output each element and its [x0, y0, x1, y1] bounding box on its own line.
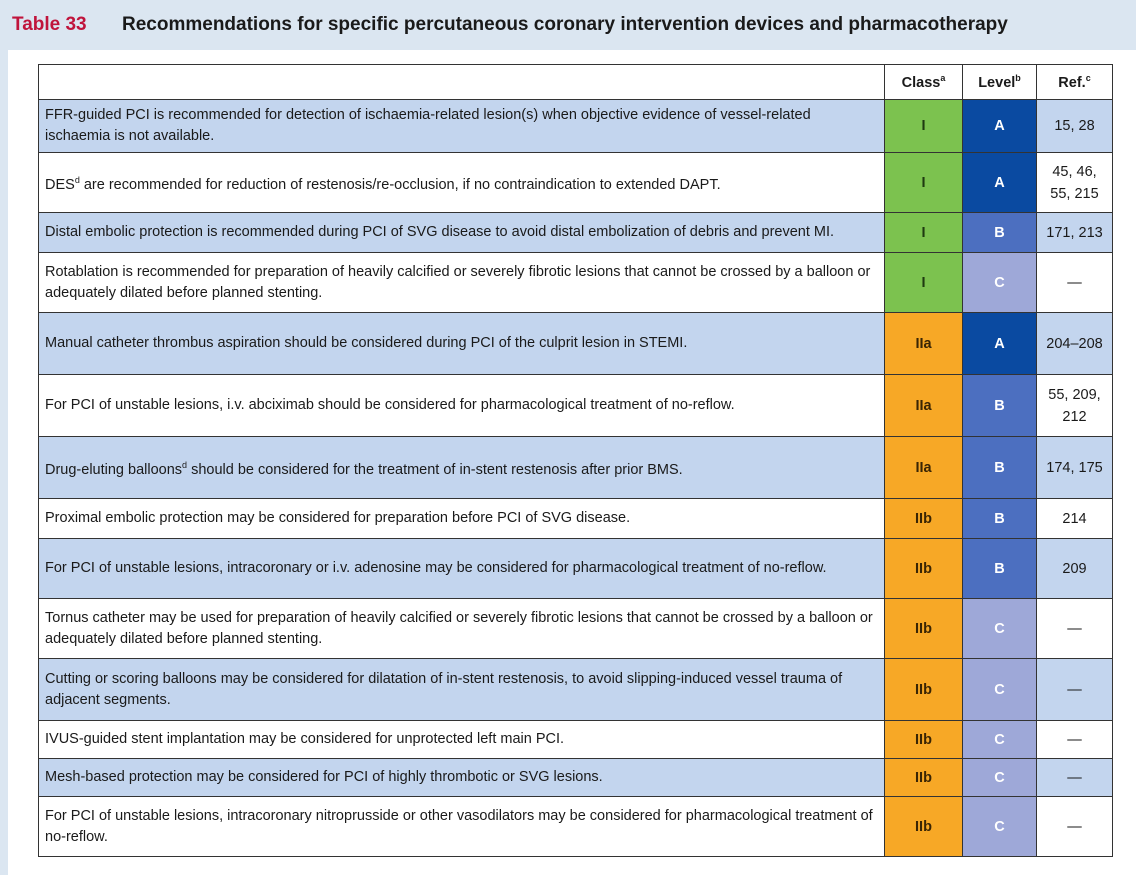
- table-header-row: [39, 65, 1113, 100]
- level-cell: C: [963, 759, 1037, 797]
- ref-cell: —: [1037, 797, 1113, 857]
- ref-cell: 15, 28: [1037, 100, 1113, 153]
- class-cell: I: [885, 253, 963, 313]
- ref-cell: —: [1037, 721, 1113, 759]
- class-cell: IIb: [885, 499, 963, 539]
- level-cell: C: [963, 659, 1037, 721]
- level-cell: B: [963, 375, 1037, 437]
- table-row: [39, 100, 1113, 153]
- ref-cell: —: [1037, 599, 1113, 659]
- recommendation-text: IVUS-guided stent implantation may be considered for unprotected left main PCI.: [39, 721, 885, 759]
- table-number: Table 33: [12, 14, 87, 35]
- header-level: Level$^b$: [963, 65, 1037, 100]
- recommendation-text: DES$^d$ are recommended for reduction of restenosis/re-occlusion, if no contraindication to extended DAPT.: [39, 153, 885, 213]
- ref-cell: 214: [1037, 499, 1113, 539]
- table-row: [39, 659, 1113, 721]
- table-row: [39, 499, 1113, 539]
- recommendation-text: Mesh-based protection may be considered for PCI of highly thrombotic or SVG lesions.: [39, 759, 885, 797]
- recommendation-text: Manual catheter thrombus aspiration should be considered during PCI of the culprit lesion in STEMI.: [39, 313, 885, 375]
- ref-cell: —: [1037, 759, 1113, 797]
- level-cell: A: [963, 100, 1037, 153]
- ref-cell: 204–208: [1037, 313, 1113, 375]
- ref-cell: 171, 213: [1037, 213, 1113, 253]
- class-cell: IIb: [885, 539, 963, 599]
- level-cell: C: [963, 721, 1037, 759]
- level-cell: A: [963, 313, 1037, 375]
- level-cell: C: [963, 599, 1037, 659]
- level-cell: B: [963, 499, 1037, 539]
- class-cell: IIb: [885, 721, 963, 759]
- ref-cell: —: [1037, 253, 1113, 313]
- table-body: [39, 100, 1113, 857]
- table-row: [39, 437, 1113, 499]
- ref-cell: 45, 46, 55, 215: [1037, 153, 1113, 213]
- recommendation-text: Proximal embolic protection may be considered for preparation before PCI of SVG disease.: [39, 499, 885, 539]
- header-recommendation: [39, 65, 885, 100]
- class-cell: IIb: [885, 659, 963, 721]
- class-cell: I: [885, 213, 963, 253]
- level-cell: C: [963, 797, 1037, 857]
- table-row: [39, 599, 1113, 659]
- ref-cell: 55, 209, 212: [1037, 375, 1113, 437]
- table-row: [39, 721, 1113, 759]
- table-row: [39, 539, 1113, 599]
- recommendation-text: Cutting or scoring balloons may be considered for dilatation of in-stent restenosis, to avoid slipping-induced vessel trauma of adjacent segments.: [39, 659, 885, 721]
- recommendation-text: For PCI of unstable lesions, intracoronary or i.v. adenosine may be considered for pharmacological treatment of no-reflow.: [39, 539, 885, 599]
- table-row: [39, 375, 1113, 437]
- class-cell: IIa: [885, 313, 963, 375]
- level-cell: B: [963, 539, 1037, 599]
- level-cell: A: [963, 153, 1037, 213]
- table-row: [39, 253, 1113, 313]
- table-row: [39, 759, 1113, 797]
- table-row: [39, 313, 1113, 375]
- level-cell: B: [963, 213, 1037, 253]
- table-title: Recommendations for specific percutaneous coronary intervention devices and pharmacotherapy: [122, 14, 1008, 35]
- recommendation-text: Rotablation is recommended for preparation of heavily calcified or severely fibrotic lesions that cannot be crossed by a balloon or adequately dilated before planned stenting.: [39, 253, 885, 313]
- recommendation-text: For PCI of unstable lesions, intracoronary nitroprusside or other vasodilators may be considered for pharmacological treatment of no-reflow.: [39, 797, 885, 857]
- ref-cell: 209: [1037, 539, 1113, 599]
- level-cell: C: [963, 253, 1037, 313]
- table-row: [39, 213, 1113, 253]
- ref-cell: —: [1037, 659, 1113, 721]
- recommendation-text: FFR-guided PCI is recommended for detection of ischaemia-related lesion(s) when objective evidence of vessel-related ischaemia is not available.: [39, 100, 885, 153]
- recommendations-table: [38, 64, 1113, 857]
- class-cell: IIb: [885, 797, 963, 857]
- class-cell: I: [885, 100, 963, 153]
- class-cell: IIb: [885, 599, 963, 659]
- table-row: [39, 153, 1113, 213]
- recommendation-text: Drug-eluting balloons$^d$ should be considered for the treatment of in-stent restenosis after prior BMS.: [39, 437, 885, 499]
- class-cell: IIa: [885, 437, 963, 499]
- header-class: Class$^a$: [885, 65, 963, 100]
- class-cell: IIb: [885, 759, 963, 797]
- class-cell: I: [885, 153, 963, 213]
- recommendation-text: For PCI of unstable lesions, i.v. abciximab should be considered for pharmacological treatment of no-reflow.: [39, 375, 885, 437]
- table-title-bar: [0, 0, 1136, 50]
- level-cell: B: [963, 437, 1037, 499]
- recommendation-text: Tornus catheter may be used for preparation of heavily calcified or severely fibrotic lesions that cannot be crossed by a balloon or adequately dilated before planned stenting.: [39, 599, 885, 659]
- header-ref: Ref.$^c$: [1037, 65, 1113, 100]
- table-row: [39, 797, 1113, 857]
- ref-cell: 174, 175: [1037, 437, 1113, 499]
- class-cell: IIa: [885, 375, 963, 437]
- recommendation-text: Distal embolic protection is recommended during PCI of SVG disease to avoid distal embolization of debris and prevent MI.: [39, 213, 885, 253]
